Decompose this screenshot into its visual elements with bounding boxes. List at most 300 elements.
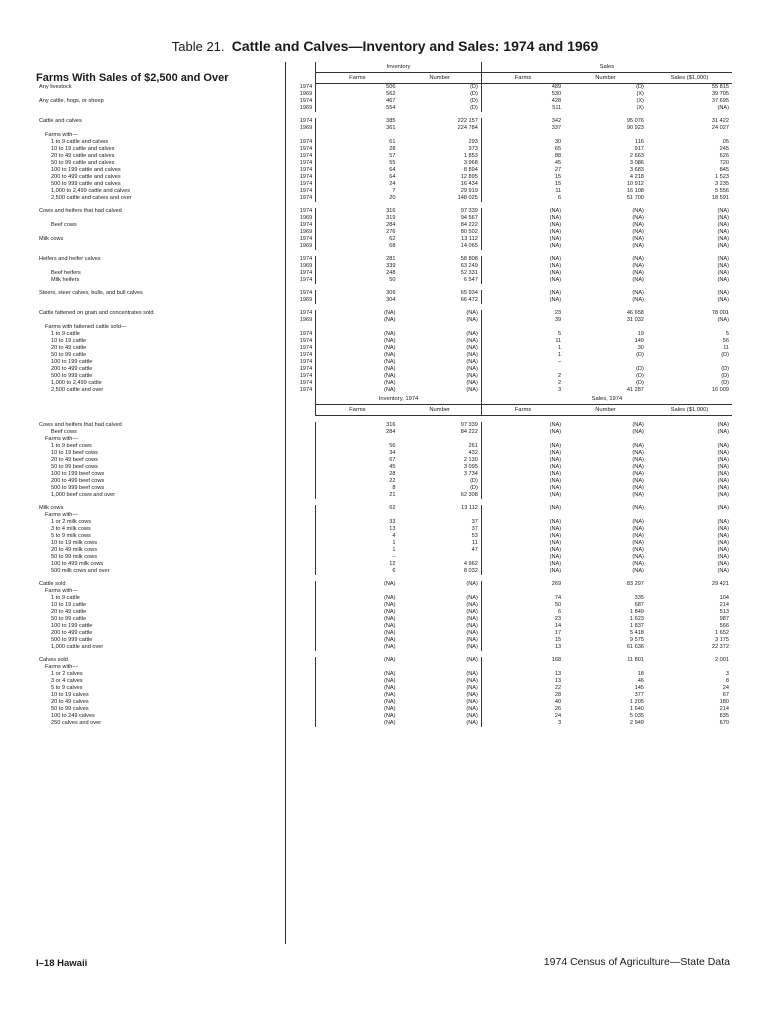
row-label bbox=[36, 229, 316, 236]
table-cell: (NA) bbox=[717, 317, 729, 323]
table-cell: (NA) bbox=[632, 297, 644, 303]
table-row bbox=[36, 519, 732, 526]
table-cell: (NA) bbox=[717, 105, 729, 111]
row-year: 1974 bbox=[299, 98, 313, 104]
row-label bbox=[36, 699, 316, 706]
table-row bbox=[36, 229, 732, 236]
row-label bbox=[36, 505, 316, 512]
table-cell: (D) bbox=[721, 366, 729, 372]
row-label bbox=[36, 310, 316, 317]
table-cell: (NA) bbox=[466, 380, 478, 386]
table-cell: (NA) bbox=[316, 310, 399, 317]
table-row bbox=[36, 561, 732, 568]
row-label-text: 500 milk cows and over bbox=[51, 568, 110, 574]
table-cell: (NA) bbox=[316, 644, 399, 651]
table-cell bbox=[564, 359, 647, 366]
table-cell: (NA) bbox=[316, 713, 399, 720]
table-cell: 22 bbox=[316, 478, 399, 485]
table-cell: (NA) bbox=[466, 616, 478, 622]
table-cell: (NA) bbox=[466, 581, 478, 587]
row-label bbox=[36, 664, 316, 671]
table-cell: 16 434 bbox=[460, 181, 478, 187]
table-cell: 13 bbox=[316, 526, 399, 533]
table-cell: (NA) bbox=[316, 692, 399, 699]
row-year: 1974 bbox=[299, 277, 313, 283]
row-label bbox=[36, 236, 316, 243]
row-label-text: 100 to 249 calves bbox=[51, 713, 95, 719]
table-row bbox=[36, 678, 732, 685]
table-cell: (NA) bbox=[632, 519, 644, 525]
row-label-text: Cows and heifers that had calved bbox=[39, 422, 122, 428]
table-cell: 8 bbox=[725, 678, 729, 684]
table-cell: (NA) bbox=[717, 277, 729, 283]
table-cell: (NA) bbox=[717, 290, 729, 296]
table-row bbox=[36, 664, 732, 671]
table-cell: (NA) bbox=[632, 478, 644, 484]
table-cell: (NA) bbox=[481, 526, 564, 533]
table-row bbox=[36, 478, 732, 485]
table-cell: (X) bbox=[636, 98, 644, 104]
row-label-text: 250 calves and over bbox=[51, 720, 102, 726]
table-row bbox=[36, 609, 732, 616]
table-cell: 24 bbox=[722, 685, 729, 691]
part2-body bbox=[36, 422, 732, 727]
table-cell: (NA) bbox=[717, 485, 729, 491]
col-header: Number bbox=[399, 73, 482, 84]
table-cell: 14 065 bbox=[460, 243, 478, 249]
table-row bbox=[36, 706, 732, 713]
row-label-text: 10 to 19 milk cows bbox=[51, 540, 98, 546]
table-cell: (NA) bbox=[466, 699, 478, 705]
row-label bbox=[36, 270, 316, 277]
row-year: 1969 bbox=[299, 317, 313, 323]
table-cell: (NA) bbox=[717, 229, 729, 235]
table-cell: 78 001 bbox=[711, 310, 729, 316]
table-row bbox=[36, 297, 732, 304]
table-cell: 428 bbox=[481, 98, 564, 105]
table-cell: (NA) bbox=[717, 297, 729, 303]
table-cell: 11 801 bbox=[627, 657, 644, 663]
table-cell: (D) bbox=[636, 352, 644, 358]
table-cell bbox=[399, 664, 482, 671]
row-label-text: 50 to 99 cattle and calves bbox=[51, 160, 115, 166]
table-cell: (NA) bbox=[466, 623, 478, 629]
row-year: 1974 bbox=[299, 366, 313, 372]
table-cell: 269 bbox=[481, 581, 564, 588]
row-label-text: Heifers and heifer calves bbox=[39, 256, 101, 262]
table-cell: (NA) bbox=[466, 352, 478, 358]
col-header: Farms bbox=[316, 73, 399, 84]
table-cell: (NA) bbox=[632, 290, 644, 296]
table-cell: (NA) bbox=[632, 243, 644, 249]
row-label bbox=[36, 457, 316, 464]
col-header: Number bbox=[564, 73, 647, 84]
row-label-text: Farms with— bbox=[45, 132, 78, 138]
table-row bbox=[36, 692, 732, 699]
row-year: 1969 bbox=[299, 297, 313, 303]
table-cell: 2 bbox=[481, 373, 564, 380]
table-cell: 304 bbox=[316, 297, 399, 304]
row-label bbox=[36, 706, 316, 713]
table-cell: 6 bbox=[316, 568, 399, 575]
table-row bbox=[36, 84, 732, 92]
row-label bbox=[36, 471, 316, 478]
table-cell: 149 bbox=[634, 338, 644, 344]
table-cell: (NA) bbox=[481, 561, 564, 568]
table-cell: (NA) bbox=[316, 317, 399, 324]
table-cell: 34 bbox=[316, 450, 399, 457]
row-year: 1974 bbox=[299, 83, 313, 90]
row-year: 1974 bbox=[299, 208, 313, 214]
table-cell: (NA) bbox=[632, 215, 644, 221]
row-label bbox=[36, 602, 316, 609]
row-year: 1974 bbox=[299, 195, 313, 201]
table-row bbox=[36, 270, 732, 277]
table-cell: 53 bbox=[471, 533, 478, 539]
table-cell: (NA) bbox=[717, 471, 729, 477]
table-row bbox=[36, 512, 732, 519]
table-cell: (NA) bbox=[632, 568, 644, 574]
row-label-text: Farms with— bbox=[45, 512, 78, 518]
row-label-text: 100 to 199 beef cows bbox=[51, 471, 105, 477]
table-cell bbox=[399, 512, 482, 519]
table-cell: 12 bbox=[316, 561, 399, 568]
table-cell: 68 bbox=[316, 243, 399, 250]
row-label-text: 20 to 49 cattle and calves bbox=[51, 153, 115, 159]
table-cell: (NA) bbox=[632, 450, 644, 456]
row-year: 1974 bbox=[299, 387, 313, 393]
table-cell: (NA) bbox=[481, 505, 564, 512]
table-cell: 22 372 bbox=[711, 644, 729, 650]
table-cell bbox=[316, 132, 399, 139]
table-title bbox=[0, 38, 770, 54]
table-cell: 65 bbox=[481, 146, 564, 153]
table-row bbox=[36, 277, 732, 284]
row-year: 1969 bbox=[299, 243, 313, 249]
table-cell: (NA) bbox=[481, 533, 564, 540]
table-cell: 489 bbox=[481, 84, 564, 92]
row-year: 1969 bbox=[299, 263, 313, 269]
group-header-inventory-1974: Inventory, 1974 bbox=[316, 394, 482, 405]
table-row bbox=[36, 387, 732, 394]
table-row bbox=[36, 526, 732, 533]
row-label bbox=[36, 317, 316, 324]
group-header-sales-1974: Sales, 1974 bbox=[481, 394, 732, 405]
table-cell bbox=[564, 588, 647, 595]
table-cell: (NA) bbox=[717, 256, 729, 262]
table-cell: (NA) bbox=[717, 492, 729, 498]
row-label-text: Farms with— bbox=[45, 664, 78, 670]
row-label bbox=[36, 98, 316, 105]
table-cell: (NA) bbox=[481, 540, 564, 547]
table-row bbox=[36, 464, 732, 471]
table-row bbox=[36, 236, 732, 243]
table-cell: 58 808 bbox=[460, 256, 478, 262]
table-cell: (NA) bbox=[466, 720, 478, 726]
table-cell: 1 853 bbox=[463, 153, 478, 159]
row-label-text: 20 to 49 cattle bbox=[51, 609, 87, 615]
row-label bbox=[36, 492, 316, 499]
table-cell: 61 636 bbox=[626, 644, 644, 650]
table-cell: (D) bbox=[721, 373, 729, 379]
row-label-text: Farms with fattened cattle sold— bbox=[45, 324, 127, 330]
table-cell: (NA) bbox=[316, 630, 399, 637]
table-cell: (NA) bbox=[717, 208, 729, 214]
table-cell: 145 bbox=[634, 685, 644, 691]
table-cell: (NA) bbox=[632, 492, 644, 498]
row-year: 1974 bbox=[299, 290, 313, 296]
table-cell: 56 bbox=[722, 338, 729, 344]
row-label-text: 10 to 19 calves bbox=[51, 692, 89, 698]
table-row bbox=[36, 588, 732, 595]
table-cell bbox=[481, 588, 564, 595]
row-label-text: 1 or 2 milk cows bbox=[51, 519, 92, 525]
table-cell: (NA) bbox=[632, 554, 644, 560]
table-cell: (NA) bbox=[466, 359, 478, 365]
table-cell: (NA) bbox=[466, 678, 478, 684]
row-label-text: 5 to 9 milk cows bbox=[51, 533, 91, 539]
table-cell: (NA) bbox=[717, 443, 729, 449]
table-row bbox=[36, 139, 732, 146]
table-cell: (NA) bbox=[717, 519, 729, 525]
table-cell: (NA) bbox=[632, 464, 644, 470]
row-year: 1974 bbox=[299, 331, 313, 337]
row-label-text: 2,500 cattle and over bbox=[51, 387, 104, 393]
table-cell: (NA) bbox=[466, 387, 478, 393]
table-cell: 1 205 bbox=[629, 699, 644, 705]
table-row bbox=[36, 540, 732, 547]
table-cell: 62 bbox=[316, 505, 399, 512]
table-cell bbox=[647, 359, 732, 366]
table-row bbox=[36, 380, 732, 387]
table-cell: (D) bbox=[470, 91, 478, 97]
row-label bbox=[36, 387, 316, 394]
table-cell: 1 849 bbox=[629, 609, 644, 615]
table-row bbox=[36, 256, 732, 263]
table-cell: (NA) bbox=[632, 208, 644, 214]
table-cell: 24 027 bbox=[711, 125, 729, 131]
row-label-text: Cattle fattened on grain and concentrates sold bbox=[39, 310, 154, 316]
table-cell: (NA) bbox=[466, 345, 478, 351]
table-cell: (NA) bbox=[466, 331, 478, 337]
table-cell: (NA) bbox=[466, 637, 478, 643]
table-cell: 46 658 bbox=[626, 310, 644, 316]
row-year: 1974 bbox=[299, 236, 313, 242]
table-cell: 566 bbox=[719, 623, 729, 629]
table-cell bbox=[316, 588, 399, 595]
table-cell: 4 218 bbox=[629, 174, 644, 180]
table-cell: 845 bbox=[719, 167, 729, 173]
table-row bbox=[36, 485, 732, 492]
table-cell: (NA) bbox=[481, 519, 564, 526]
table-row bbox=[36, 554, 732, 561]
table-cell: 84 222 bbox=[460, 429, 478, 435]
table-cell: (D) bbox=[636, 84, 644, 90]
row-label-text: Beef cows bbox=[51, 222, 77, 228]
table-cell: (NA) bbox=[632, 533, 644, 539]
row-label bbox=[36, 485, 316, 492]
row-label bbox=[36, 84, 316, 92]
row-year: 1974 bbox=[299, 146, 313, 152]
row-label bbox=[36, 526, 316, 533]
table-cell: 5 bbox=[481, 331, 564, 338]
row-label-text: 50 to 99 milk cows bbox=[51, 554, 98, 560]
table-cell: (NA) bbox=[316, 602, 399, 609]
table-cell: 31 032 bbox=[626, 317, 644, 323]
row-label bbox=[36, 588, 316, 595]
table-cell: (NA) bbox=[717, 222, 729, 228]
row-label-text: Farms with— bbox=[45, 436, 78, 442]
table-cell bbox=[564, 664, 647, 671]
table-row bbox=[36, 208, 732, 215]
table-cell bbox=[647, 512, 732, 519]
table-cell: 835 bbox=[719, 713, 729, 719]
row-label-text: Beef cows bbox=[51, 429, 77, 435]
table-cell: (NA) bbox=[316, 685, 399, 692]
table-cell: 13 112 bbox=[461, 236, 478, 242]
table-cell: 13 bbox=[481, 644, 564, 651]
table-cell: (NA) bbox=[466, 373, 478, 379]
table-cell: 74 bbox=[481, 595, 564, 602]
row-year: 1974 bbox=[299, 256, 313, 262]
row-label bbox=[36, 540, 316, 547]
table-cell: (NA) bbox=[717, 270, 729, 276]
table-cell: 10 912 bbox=[626, 181, 644, 187]
table-row bbox=[36, 581, 732, 588]
table-row bbox=[36, 352, 732, 359]
col-header: Farms bbox=[481, 405, 564, 416]
table-cell: 1 bbox=[316, 547, 399, 554]
row-label bbox=[36, 637, 316, 644]
table-row bbox=[36, 422, 732, 429]
table-cell: 28 bbox=[481, 692, 564, 699]
table-cell: (NA) bbox=[717, 464, 729, 470]
table-cell: (NA) bbox=[632, 485, 644, 491]
table-cell: (NA) bbox=[481, 208, 564, 215]
row-label bbox=[36, 297, 316, 304]
row-label-text: 1 or 2 calves bbox=[51, 671, 83, 677]
table-cell bbox=[647, 588, 732, 595]
table-cell bbox=[481, 512, 564, 519]
table-row bbox=[36, 310, 732, 317]
row-label-text: 10 to 19 cattle and calves bbox=[51, 146, 115, 152]
table-cell: (NA) bbox=[481, 554, 564, 561]
table-cell: 687 bbox=[634, 602, 644, 608]
table-cell: 18 591 bbox=[711, 195, 729, 201]
table-cell: 3 bbox=[481, 720, 564, 727]
table-cell: (NA) bbox=[466, 692, 478, 698]
table-cell: 293 bbox=[468, 139, 478, 145]
row-year: 1969 bbox=[299, 91, 313, 97]
table-cell: 511 bbox=[481, 105, 564, 112]
row-label bbox=[36, 429, 316, 436]
table-cell: 2 663 bbox=[629, 153, 644, 159]
table-cell: 3 086 bbox=[629, 160, 644, 166]
table-cell: 261 bbox=[468, 443, 478, 449]
table-cell: (NA) bbox=[466, 317, 478, 323]
table-cell: (D) bbox=[470, 98, 478, 104]
table-cell: 11 bbox=[481, 188, 564, 195]
table-cell: (NA) bbox=[316, 671, 399, 678]
table-cell: 361 bbox=[316, 125, 399, 132]
row-label-text: Milk cows bbox=[39, 236, 64, 242]
row-label bbox=[36, 277, 316, 284]
table-cell: (NA) bbox=[316, 595, 399, 602]
row-label-text: 1 to 9 cattle bbox=[51, 331, 80, 337]
table-cell: 90 923 bbox=[626, 125, 644, 131]
table-cell: (NA) bbox=[717, 540, 729, 546]
row-label-text: 1,000 beef cows and over bbox=[51, 492, 116, 498]
table-row bbox=[36, 167, 732, 174]
row-label bbox=[36, 568, 316, 575]
table-cell: 148 025 bbox=[457, 195, 478, 201]
table-cell: (NA) bbox=[632, 229, 644, 235]
table-cell: (NA) bbox=[481, 485, 564, 492]
table-cell bbox=[399, 588, 482, 595]
table-cell: 56 bbox=[316, 443, 399, 450]
table-cell: (NA) bbox=[466, 602, 478, 608]
row-label-text: 200 to 499 cattle bbox=[51, 630, 93, 636]
row-label bbox=[36, 146, 316, 153]
table-row bbox=[36, 317, 732, 324]
row-label-text: Any livestock bbox=[39, 83, 72, 90]
table-cell: 8 032 bbox=[463, 568, 478, 574]
table-cell: (X) bbox=[636, 105, 644, 111]
row-label bbox=[36, 519, 316, 526]
table-row bbox=[36, 671, 732, 678]
row-label-text: Milk cows bbox=[39, 505, 64, 511]
table-cell: 224 784 bbox=[457, 125, 478, 131]
table-cell: 29 919 bbox=[460, 188, 478, 194]
row-label bbox=[36, 436, 316, 443]
table-cell: (NA) bbox=[632, 270, 644, 276]
table-cell: (NA) bbox=[466, 706, 478, 712]
row-label bbox=[36, 685, 316, 692]
table-cell: 62 308 bbox=[460, 492, 478, 498]
table-row bbox=[36, 623, 732, 630]
row-label-text: Milk heifers bbox=[51, 277, 80, 283]
row-label bbox=[36, 338, 316, 345]
table-cell: (NA) bbox=[481, 263, 564, 270]
group-header-inventory: Inventory bbox=[316, 62, 482, 73]
table-cell: (NA) bbox=[481, 236, 564, 243]
row-label-text: 100 to 199 cattle bbox=[51, 623, 93, 629]
table-row bbox=[36, 630, 732, 637]
table-cell: 3 175 bbox=[715, 637, 729, 643]
row-label bbox=[36, 132, 316, 139]
table-cell: 720 bbox=[719, 160, 729, 166]
table-row bbox=[36, 373, 732, 380]
table-cell: (X) bbox=[636, 91, 644, 97]
table-cell: 245 bbox=[719, 146, 729, 152]
row-label-text: 1,000 cattle and over bbox=[51, 644, 104, 650]
row-label bbox=[36, 422, 316, 429]
part2-headers bbox=[36, 394, 732, 422]
table-cell: 8 bbox=[316, 485, 399, 492]
table-cell: 83 297 bbox=[626, 581, 644, 587]
table-cell bbox=[564, 436, 647, 443]
row-label bbox=[36, 443, 316, 450]
row-label bbox=[36, 118, 316, 125]
row-label-text: Any cattle, hogs, or sheep bbox=[39, 98, 104, 104]
table-cell bbox=[647, 436, 732, 443]
row-label bbox=[36, 595, 316, 602]
table-cell: (NA) bbox=[316, 380, 399, 387]
part1-body bbox=[36, 84, 732, 395]
table-cell: 55 bbox=[316, 160, 399, 167]
table-cell: 116 bbox=[635, 139, 644, 145]
table-cell: 1 623 bbox=[629, 616, 644, 622]
